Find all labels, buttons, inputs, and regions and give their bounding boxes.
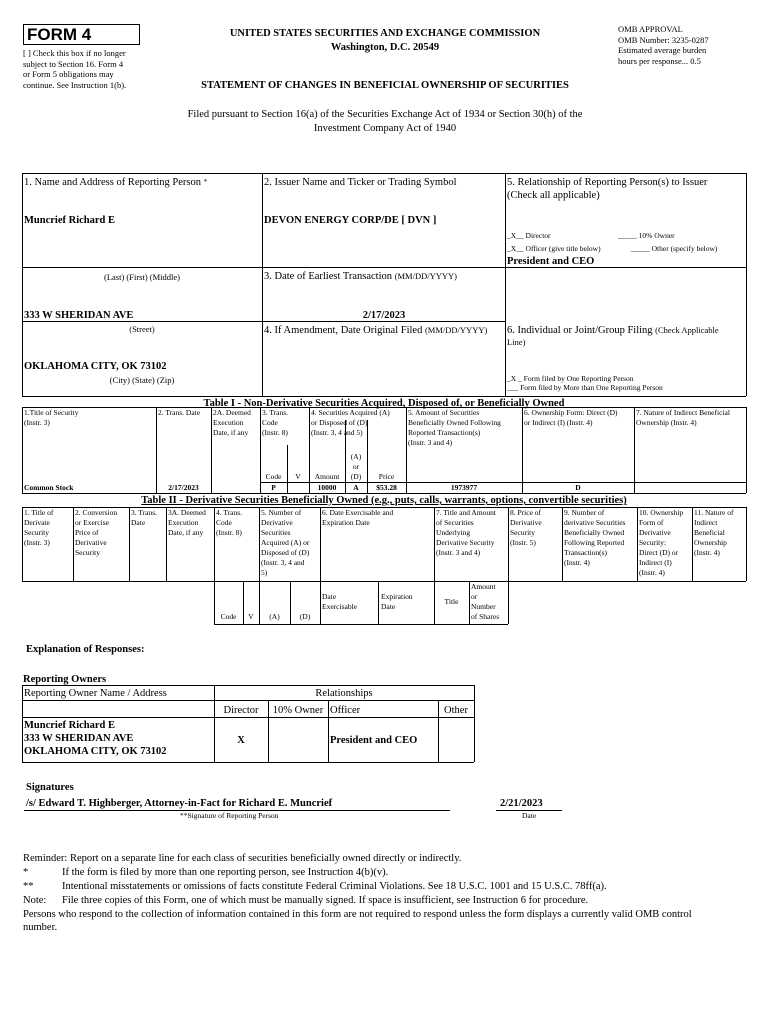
t1-row-price: $53.28 (376, 483, 397, 492)
t1-sub-v: V (295, 472, 301, 481)
t2-sub-d: (D) (299, 612, 311, 621)
t2-c11-header: 11. Nature of Indirect Beneficial Ownership (Instr. 4) (694, 508, 734, 557)
note-line: subject to Section 16. Form 4 (23, 58, 124, 69)
t1-row-date: 2/17/2023 (168, 483, 199, 492)
filed-pursuant-line-1: Filed pursuant to Section 16(a) of the Securities Exchange Act of 1934 or Section 30(h) of the (187, 109, 583, 120)
t2-c3a-header: 3A. Deemed Execution Date, if any (168, 508, 206, 537)
t1-col5-header: 5. Amount of Securities Beneficially Owned Following Reported Transaction(s) (Instr. 3 and 4) (408, 408, 501, 447)
t2-c8-header: 8. Price of Derivative Security (Instr. 5) (510, 508, 542, 547)
earliest-transaction-date: 2/17/2023 (362, 310, 406, 321)
t1-row-form: D (575, 483, 581, 492)
t1-col3-header: 3. Trans. Code (Instr. 8) (262, 408, 289, 437)
signature-date: 2/21/2023 (500, 798, 543, 809)
box5-label: 5. Relationship of Reporting Person(s) to Issuer (507, 177, 708, 188)
reporting-person-street: 333 W SHERIDAN AVE (24, 310, 134, 321)
form-title: FORM 4 (23, 24, 140, 45)
omb-line: OMB Number: 3235-0287 (618, 34, 709, 45)
t2-c2-header: 2. Conversion or Exercise Price of Derivative Security (75, 508, 118, 557)
footnote-double-star-text: Intentional misstatements or omissions of facts constitute Federal Criminal Violations. See 18 U.S.C. 1001 and 15 U.S.C. 78ff(a). (62, 881, 607, 892)
box6-label: 6. Individual or Joint/Group Filing (Check Applicable (507, 325, 719, 336)
t1-row-security: Common Stock (24, 483, 74, 492)
table2-title: Table II - Derivative Securities Beneficially Owned (e.g., puts, calls, warrants, options, convertible securities) (141, 495, 627, 506)
omb-approval (618, 24, 758, 66)
note-line: continue. See Instruction 1(b). (23, 79, 127, 90)
box6-label-2: Line) (507, 337, 526, 347)
other-check: _____ Other (specify below) (631, 244, 718, 253)
t1-col7-header: 7. Nature of Indirect Beneficial Ownership (Instr. 4) (636, 408, 730, 427)
box3-label: 3. Date of Earliest Transaction (MM/DD/YYYY) (264, 271, 457, 282)
t1-row-owned: 1973977 (450, 483, 478, 492)
no-longer-subject-note (23, 48, 163, 90)
director-check: _X__ Director (507, 231, 551, 240)
ro-col-name: Reporting Owner Name / Address (24, 688, 167, 699)
t1-sub-ad: (A) or (D) (350, 452, 362, 481)
box5-label-2: (Check all applicable) (507, 190, 600, 201)
signatures-heading: Signatures (26, 782, 74, 793)
omb-line: OMB APPROVAL (618, 24, 683, 34)
ten-pct-owner-check: _____ 10% Owner (618, 231, 675, 240)
ro-col-ten-pct: 10% Owner (272, 705, 324, 716)
explanation-label: Explanation of Responses: (26, 644, 145, 655)
t1-row-code: P (271, 483, 276, 492)
table1-title: Table I - Non-Derivative Securities Acquired, Disposed of, or Beneficially Owned (203, 398, 565, 409)
city-sublabel: (City) (State) (Zip) (109, 375, 175, 385)
date-label: Date (522, 811, 537, 820)
filing-option-more: ___ Form filed by More than One Reporting Person (507, 383, 663, 392)
t2-c6-header: 6. Date Exercisable and Expiration Date (322, 508, 394, 527)
t1-col1-header: 1.Title of Security (Instr. 3) (24, 408, 79, 427)
ro-director-mark: X (237, 735, 245, 746)
box2-label: 2. Issuer Name and Ticker or Trading Symbol (264, 177, 457, 188)
footnote-star-text: If the form is filed by more than one reporting person, see Instruction 4(b)(v). (62, 867, 389, 878)
t2-c10-header: 10. Ownership Form of Derivative Security: Direct (D) or Indirect (I) (Instr. 4) (639, 508, 684, 577)
ro-owner-city: OKLAHOMA CITY, OK 73102 (24, 746, 167, 757)
box4-label: 4. If Amendment, Date Original Filed (MM/DD/YYYY) (264, 325, 488, 336)
filing-option-one: _X _ Form filed by One Reporting Person (507, 374, 634, 383)
footnote-double-star-mark: ** (23, 881, 34, 892)
t2-c7-header: 7. Title and Amount of Securities Underlying Derivative Security (Instr. 3 and 4) (436, 508, 497, 557)
agency-name: UNITED STATES SECURITIES AND EXCHANGE COMMISSION (229, 28, 541, 39)
note-mark: Note: (23, 895, 47, 906)
reporting-person-name: Muncrief Richard E (24, 215, 115, 226)
signature-label: **Signature of Reporting Person (180, 811, 279, 820)
t2-sub-date-exercisable: Date Exercisable (322, 592, 357, 611)
omb-line: hours per response... 0.5 (618, 55, 701, 66)
box1-label: 1. Name and Address of Reporting Person * (24, 177, 208, 188)
issuer-name: DEVON ENERGY CORP/DE [ DVN ] (264, 215, 437, 226)
t2-c5-header: 5. Number of Derivative Securities Acquired (A) or Disposed of (D) (Instr. 3, 4 and 5) (261, 508, 310, 577)
t2-sub-expiration: Expiration Date (381, 592, 413, 611)
reporting-owners-heading: Reporting Owners (23, 674, 107, 685)
name-sublabel: (Last) (First) (Middle) (103, 272, 180, 282)
ro-officer-title: President and CEO (330, 735, 418, 746)
ro-col-director: Director (223, 705, 259, 716)
t2-c9-header: 9. Number of derivative Securities Beneficially Owned Following Reported Transaction(s) (Instr. 4) (564, 508, 626, 567)
ro-owner-street: 333 W SHERIDAN AVE (24, 733, 134, 744)
officer-title: President and CEO (507, 256, 595, 267)
footnote-star-mark: * (23, 867, 29, 878)
agency-address: Washington, D.C. 20549 (330, 42, 440, 53)
officer-check: _X__ Officer (give title below) (507, 244, 601, 253)
t1-col2-header: 2. Trans. Date (158, 408, 201, 417)
ro-col-officer: Officer (330, 705, 361, 716)
t2-sub-v: V (248, 612, 254, 621)
t1-sub-code: Code (265, 472, 282, 481)
t1-sub-price: Price (378, 472, 395, 481)
t2-sub-title: Title (444, 597, 459, 606)
omb-notice-line-1: Persons who respond to the collection of information contained in this form are not required to respond unless the form displays a currently valid OMB control (23, 909, 692, 920)
note-line: [ ] Check this box if no longer (23, 48, 126, 58)
signer-name: /s/ Edward T. Highberger, Attorney-in-Fact for Richard E. Muncrief (26, 798, 333, 809)
ro-owner-name: Muncrief Richard E (24, 720, 115, 731)
t1-row-amount: 10000 (317, 483, 337, 492)
t1-sub-amount: Amount (314, 472, 340, 481)
t2-sub-a: (A) (269, 612, 280, 621)
reminder-text: Reminder: Report on a separate line for each class of securities beneficially owned directly or indirectly. (23, 853, 462, 864)
omb-notice-line-2: number. (23, 922, 58, 933)
t1-col2a-header: 2A. Deemed Execution Date, if any (213, 408, 251, 437)
ro-col-other: Other (444, 705, 468, 716)
t2-sub-amount-shares: Amount or Number of Shares (471, 582, 500, 621)
statement-title: STATEMENT OF CHANGES IN BENEFICIAL OWNERSHIP OF SECURITIES (201, 80, 569, 91)
filed-pursuant-line-2: Investment Company Act of 1940 (313, 123, 457, 134)
ro-col-relationships: Relationships (315, 688, 373, 699)
t2-c4-header: 4. Trans. Code (Instr. 8) (216, 508, 243, 537)
t1-row-ad: A (353, 483, 359, 492)
street-sublabel: (Street) (129, 324, 155, 334)
reporting-person-city: OKLAHOMA CITY, OK 73102 (24, 361, 167, 372)
note-line: or Form 5 obligations may (23, 69, 114, 79)
ro-owner-name-address (24, 719, 167, 758)
t2-sub-code: Code (220, 612, 237, 621)
t1-col6-header: 6. Ownership Form: Direct (D) or Indirect (I) (Instr. 4) (524, 408, 618, 427)
t2-c3-header: 3. Trans. Date (131, 508, 158, 527)
omb-line: Estimated average burden (618, 45, 707, 55)
t2-c1-header: 1. Title of Derivate Security (Instr. 3) (24, 508, 54, 547)
t1-col4-header: 4. Securities Acquired (A) or Disposed of (D) (Instr. 3, 4 and 5) (311, 408, 390, 437)
note-text: File three copies of this Form, one of which must be manually signed. If space is insufficient, see Instruction 6 for procedure. (62, 895, 589, 906)
